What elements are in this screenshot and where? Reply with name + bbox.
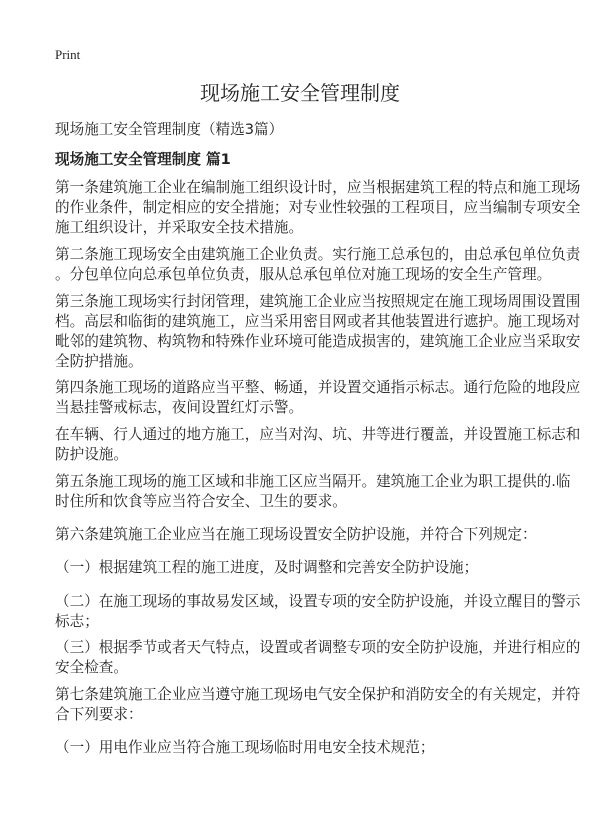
paragraph-line: 安全检查。 — [55, 659, 128, 676]
paragraph-line: （一）用电作业应当符合施工现场临时用电安全技术规范； — [55, 739, 435, 756]
paragraph-line: 施工组织设计，并采取安全技术措施。 — [55, 219, 304, 236]
paragraph-line: 第三条施工现场实行封闭管理，建筑施工企业应当按照规定在施工现场周围设置围 — [55, 293, 581, 310]
print-link[interactable]: Print — [55, 47, 81, 62]
paragraph — [55, 378, 581, 418]
paragraph-line: 档。高层和临街的建筑施工，应当采用密目网或者其他装置进行遮护。施工现场对 — [55, 313, 581, 330]
paragraph-line: 毗邻的建筑物、构筑物和特殊作业环境可能造成损害的，建筑施工企业应当采取安 — [55, 333, 581, 350]
paragraph — [55, 592, 581, 632]
paragraph-line: 防护设施。 — [55, 446, 128, 463]
paragraph-line: 。分包单位向总承包单位负责，服从总承包单位对施工现场的安全生产管理。 — [55, 266, 552, 283]
paragraph — [55, 425, 581, 465]
paragraph — [55, 638, 581, 678]
paragraph — [55, 685, 581, 725]
paragraph-line: 第七条建筑施工企业应当遵守施工现场电气安全保护和消防安全的有关规定，并符 — [55, 686, 581, 703]
paragraph-line: 全防护措施。 — [55, 353, 143, 370]
paragraph-line: 第六条建筑施工企业应当在施工现场设置安全防护设施，并符合下列规定： — [55, 526, 537, 543]
paragraph-line: 第一条建筑施工企业在编制施工组织设计时，应当根据建筑工程的特点和施工现场 — [55, 179, 581, 196]
paragraph-line: 标志； — [55, 613, 99, 630]
paragraph — [55, 178, 581, 238]
paragraph-line: 时住所和饮食等应当符合安全、卫生的要求。 — [55, 493, 347, 510]
paragraph — [55, 292, 581, 372]
paragraph-line: 当悬挂警戒标志，夜间设置红灯示警。 — [55, 399, 304, 416]
paragraph-line: 合下列要求： — [55, 706, 143, 723]
paragraph-line: 的作业条件，制定相应的安全措施；对专业性较强的工程项目，应当编制专项安全 — [55, 199, 581, 216]
section-heading: 现场施工安全管理制度 篇1 — [55, 151, 231, 168]
paragraph — [55, 738, 555, 758]
paragraph-line: 第二条施工现场安全由建筑施工企业负责。实行施工总承包的，由总承包单位负责 — [55, 246, 581, 263]
page-title: 现场施工安全管理制度 — [200, 81, 400, 105]
paragraph-line: （三）根据季节或者天气特点，设置或者调整专项的安全防护设施，并进行相应的 — [55, 639, 581, 656]
paragraph-line: （一）根据建筑工程的施工进度，及时调整和完善安全防护设施； — [55, 559, 479, 576]
paragraph-line: （二）在施工现场的事故易发区域，设置专项的安全防护设施，并设立醒目的警示 — [55, 593, 581, 610]
paragraph-line: 在车辆、行人通过的地方施工，应当对沟、坑、井等进行覆盖，并设置施工标志和 — [55, 426, 581, 443]
paragraph — [55, 472, 571, 512]
paragraph — [55, 245, 581, 285]
paragraph-line: 第五条施工现场的施工区域和非施工区应当隔开。建筑施工企业为职工提供的.临 — [55, 473, 571, 490]
paragraph — [55, 525, 555, 545]
subtitle: 现场施工安全管理制度（精选3篇） — [55, 121, 284, 138]
paragraph — [55, 558, 555, 578]
paragraph-line: 第四条施工现场的道路应当平整、畅通，并设置交通指示标志。通行危险的地段应 — [55, 379, 581, 396]
